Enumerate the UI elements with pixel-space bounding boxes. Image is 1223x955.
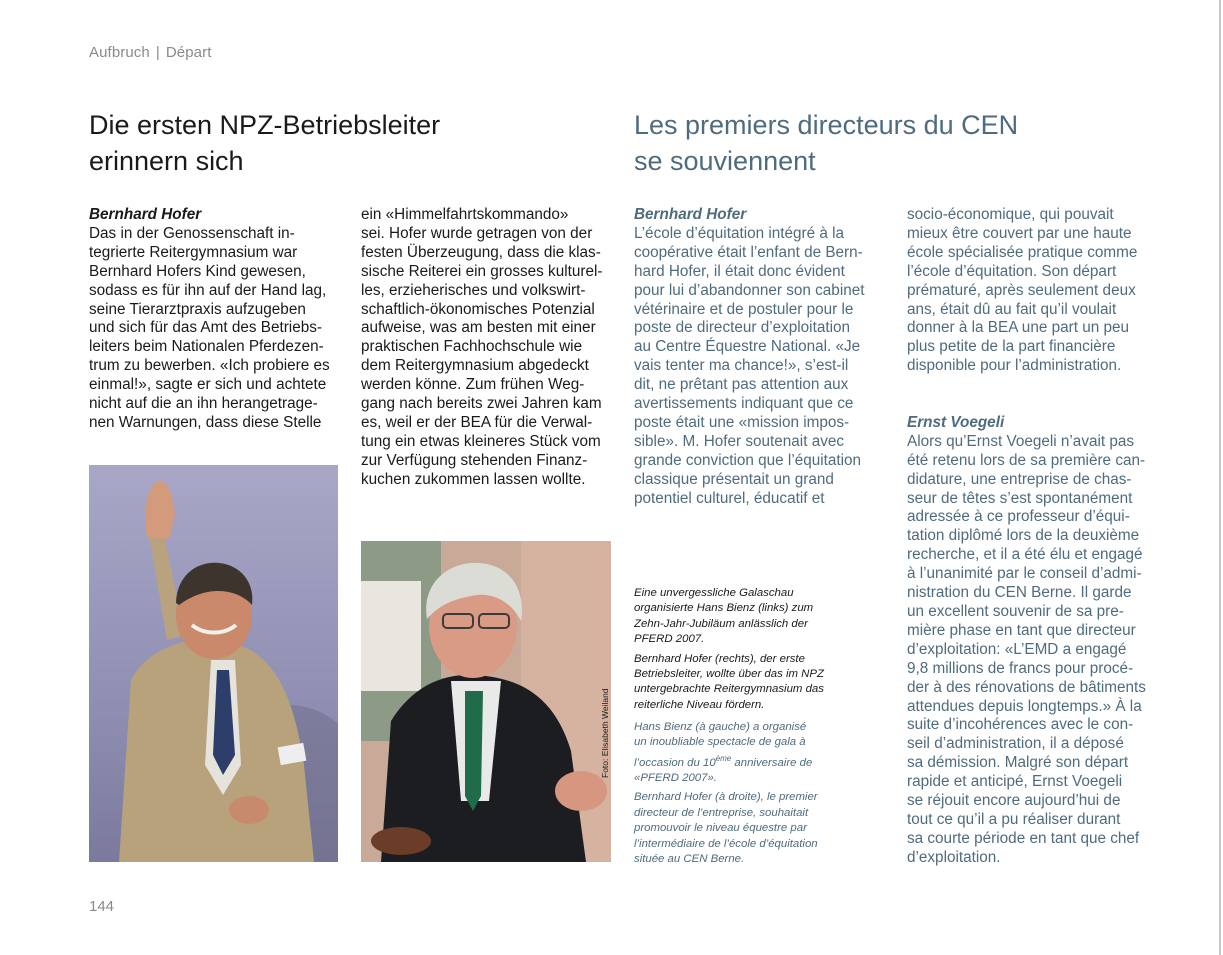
text-line: dit, ne prêtant pas attention aux bbox=[634, 376, 849, 394]
text-line: seine Tierarztpraxis aufzugeben bbox=[89, 300, 306, 318]
french-column-2 bbox=[907, 206, 1177, 868]
french-column-1 bbox=[634, 206, 892, 509]
text-line: zur Verfügung stehenden Finanz- bbox=[361, 451, 588, 469]
text-line: nen Warnungen, dass diese Stelle bbox=[89, 413, 322, 431]
caption-line: anniversaire de bbox=[731, 756, 813, 769]
section-header-separator: | bbox=[155, 44, 160, 61]
text-line: L’école d’équitation intégré à la bbox=[634, 224, 845, 242]
text-line: sible». M. Hofer soutenait avec bbox=[634, 432, 845, 450]
text-line: nistration du CEN Berne. Il garde bbox=[907, 584, 1132, 602]
text-line: einmal!», sagte er sich und achtete bbox=[89, 376, 327, 394]
text-line: l’école d’équitation. Son départ bbox=[907, 262, 1117, 280]
caption-line: PFERD 2007. bbox=[634, 633, 705, 646]
text-line: didature, une entreprise de chas- bbox=[907, 470, 1132, 488]
text-line: der à des rénovations de bâtiments bbox=[907, 678, 1146, 696]
text-line: à l’unanimité par le conseil d’admi- bbox=[907, 565, 1142, 583]
text-line: avertissements indiquant que ce bbox=[634, 395, 854, 413]
text-line: d’exploitation. bbox=[907, 848, 1001, 866]
text-line: kuchen zukommen lassen wollte. bbox=[361, 470, 586, 488]
caption-line: reiterliche Niveau fördern. bbox=[634, 698, 765, 711]
photo-bernhard-hofer-image bbox=[361, 541, 611, 862]
photo-credit: Foto: Elisabeth Weiland bbox=[600, 688, 610, 778]
text-line: au Centre Équestre National. «Je bbox=[634, 338, 861, 356]
text-line: und sich für das Amt des Betriebs- bbox=[89, 319, 322, 337]
french-title-line: se souviennent bbox=[634, 146, 816, 176]
text-line: vais tenter ma chance!», s’est-il bbox=[634, 357, 849, 375]
text-line: Alors qu’Ernst Voegeli n’avait pas bbox=[907, 432, 1135, 450]
text-line: ans, était dû au fait qu’il voulait bbox=[907, 300, 1117, 318]
author-name: Bernhard Hofer bbox=[634, 206, 747, 223]
text-line: seil d’administration, il a déposé bbox=[907, 735, 1124, 753]
text-line: sa courte période en tant que chef bbox=[907, 829, 1140, 847]
author-name: Bernhard Hofer bbox=[89, 206, 202, 223]
text-line: vétérinaire et de postuler pour le bbox=[634, 300, 854, 318]
text-line: leiters beim Nationalen Pferdezen- bbox=[89, 338, 324, 356]
text-line: seur de têtes s’est spontanément bbox=[907, 489, 1133, 507]
text-line: les, erzieherisches und volkswirt- bbox=[361, 281, 586, 299]
text-line: werden könne. Zum frühen Weg- bbox=[361, 376, 585, 394]
text-line: tation diplômé lors de la deuxième bbox=[907, 527, 1140, 545]
text-line: un excellent souvenir de sa pre- bbox=[907, 603, 1124, 621]
text-line: poste était une «mission impos- bbox=[634, 413, 850, 431]
caption-german-2 bbox=[634, 652, 864, 714]
caption-line: l’intermédiaire de l’école d’équitation bbox=[634, 837, 818, 850]
text-line: schaftlich-ökonomisches Potenzial bbox=[361, 300, 595, 318]
text-line: plus petite de la part financière bbox=[907, 338, 1116, 356]
text-line: poste de directeur d’exploitation bbox=[634, 319, 850, 337]
text-line: rapide et anticipé, Ernst Voegeli bbox=[907, 773, 1123, 791]
caption-line: Eine unvergessliche Galaschau bbox=[634, 587, 794, 599]
text-line: attendues depuis longtemps.» À la bbox=[907, 697, 1142, 715]
page-edge-divider bbox=[1219, 0, 1221, 955]
german-column-1-text bbox=[89, 225, 351, 433]
text-line: classique présentait un grand bbox=[634, 470, 834, 488]
caption-line: promouvoir le niveau équestre par bbox=[634, 822, 807, 835]
caption-line: directeur de l’entreprise, souhaitait bbox=[634, 806, 809, 819]
text-line: Das in der Genossenschaft in- bbox=[89, 224, 295, 242]
text-line: mieux être couvert par une haute bbox=[907, 224, 1132, 242]
german-column-1 bbox=[89, 206, 351, 433]
text-line: potentiel culturel, éducatif et bbox=[634, 489, 825, 507]
text-line: ein «Himmelfahrtskommando» bbox=[361, 206, 569, 223]
caption-superscript: ème bbox=[715, 753, 732, 763]
text-line: d’exploitation: «L’EMD a engagé bbox=[907, 640, 1127, 658]
caption-line: Betriebsleiter, wollte über das im NPZ bbox=[634, 668, 824, 681]
caption-line: «PFERD 2007». bbox=[634, 772, 717, 785]
text-line: nicht auf die an ihn herangetrage- bbox=[89, 395, 318, 413]
caption-line: Hans Bienz (à gauche) a organisé bbox=[634, 721, 807, 733]
text-line: aufweise, was am besten mit einer bbox=[361, 319, 596, 337]
page-number: 144 bbox=[89, 898, 115, 915]
caption-german-1 bbox=[634, 586, 864, 648]
text-line: festen Überzeugung, dass die klas- bbox=[361, 243, 601, 261]
text-line: sodass es für ihn auf der Hand lag, bbox=[89, 281, 327, 299]
author-name: Ernst Voegeli bbox=[907, 413, 1005, 431]
text-line: se réjouit encore aujourd’hui de bbox=[907, 792, 1121, 810]
text-line: disponible pour l’administration. bbox=[907, 357, 1122, 375]
section-header-german: Aufbruch bbox=[89, 44, 150, 61]
text-line: es, weil er der BEA für die Verwal- bbox=[361, 413, 593, 431]
german-column-2 bbox=[361, 206, 621, 490]
text-line: tung ein etwas kleineres Stück vom bbox=[361, 432, 601, 450]
text-line: tegrierte Reitergymnasium war bbox=[89, 243, 298, 261]
caption-french-2 bbox=[634, 790, 874, 867]
caption-french-1 bbox=[634, 720, 874, 786]
text-line: hard Hofer, il était donc évident bbox=[634, 262, 845, 280]
text-line: socio-économique, qui pouvait bbox=[907, 206, 1114, 223]
text-line: coopérative était l’enfant de Bern- bbox=[634, 243, 863, 261]
text-line: sa démission. Malgré son départ bbox=[907, 754, 1129, 772]
text-line: gang nach bereits zwei Jahren kam bbox=[361, 395, 602, 413]
paragraph-gap bbox=[907, 376, 1177, 414]
text-line: Bernhard Hofers Kind gewesen, bbox=[89, 262, 306, 280]
text-line: école spécialisée pratique comme bbox=[907, 243, 1138, 261]
text-line: dem Reitergymnasium abgedeckt bbox=[361, 357, 589, 375]
caption-line: située au CEN Berne. bbox=[634, 853, 745, 866]
text-line: prématuré, après seulement deux bbox=[907, 281, 1136, 299]
caption-french bbox=[634, 720, 874, 871]
caption-line: un inoubliable spectacle de gala à bbox=[634, 736, 806, 749]
text-line: donner à la BEA une part un peu bbox=[907, 319, 1129, 337]
text-line: grande conviction que l’équitation bbox=[634, 451, 862, 469]
text-line: tout ce qu’il a pu réaliser durant bbox=[907, 810, 1121, 828]
text-line: été retenu lors de sa première can- bbox=[907, 451, 1146, 469]
german-title-line: erinnern sich bbox=[89, 146, 244, 176]
text-line: mière phase en tant que directeur bbox=[907, 621, 1136, 639]
photo-bernhard-hofer bbox=[361, 541, 611, 862]
caption-line: l’occasion du 10 bbox=[634, 756, 716, 769]
text-line: adressée à ce professeur d’équi- bbox=[907, 508, 1130, 526]
text-line: 9,8 millions de francs pour procé- bbox=[907, 659, 1134, 677]
text-line: pour lui d’abandonner son cabinet bbox=[634, 281, 865, 299]
caption-german bbox=[634, 586, 864, 717]
german-title bbox=[89, 107, 440, 179]
caption-line: Zehn-Jahr-Jubiläum anlässlich der bbox=[634, 617, 808, 630]
text-line: sei. Hofer wurde getragen von der bbox=[361, 224, 593, 242]
text-line: sische Reiterei ein grosses kulturel- bbox=[361, 262, 603, 280]
caption-line: Bernhard Hofer (à droite), le premier bbox=[634, 791, 818, 804]
caption-line: organisierte Hans Bienz (links) zum bbox=[634, 602, 814, 615]
german-title-line: Die ersten NPZ-Betriebsleiter bbox=[89, 110, 441, 140]
caption-line: untergebrachte Reitergymnasium das bbox=[634, 683, 824, 696]
french-title-line: Les premiers directeurs du CEN bbox=[634, 110, 1019, 140]
text-line: praktischen Fachhochschule wie bbox=[361, 338, 583, 356]
caption-line: Bernhard Hofer (rechts), der erste bbox=[634, 652, 805, 665]
text-line: trum zu bewerben. «Ich probiere es bbox=[89, 357, 330, 375]
text-line: suite d’incohérences avec le con- bbox=[907, 716, 1134, 734]
section-header bbox=[89, 44, 211, 61]
french-title bbox=[634, 107, 1018, 179]
photo-hans-bienz-image bbox=[89, 465, 338, 862]
text-line: recherche, et il a été élu et engagé bbox=[907, 546, 1143, 564]
photo-hans-bienz bbox=[89, 465, 338, 862]
section-header-french: Départ bbox=[165, 44, 212, 61]
